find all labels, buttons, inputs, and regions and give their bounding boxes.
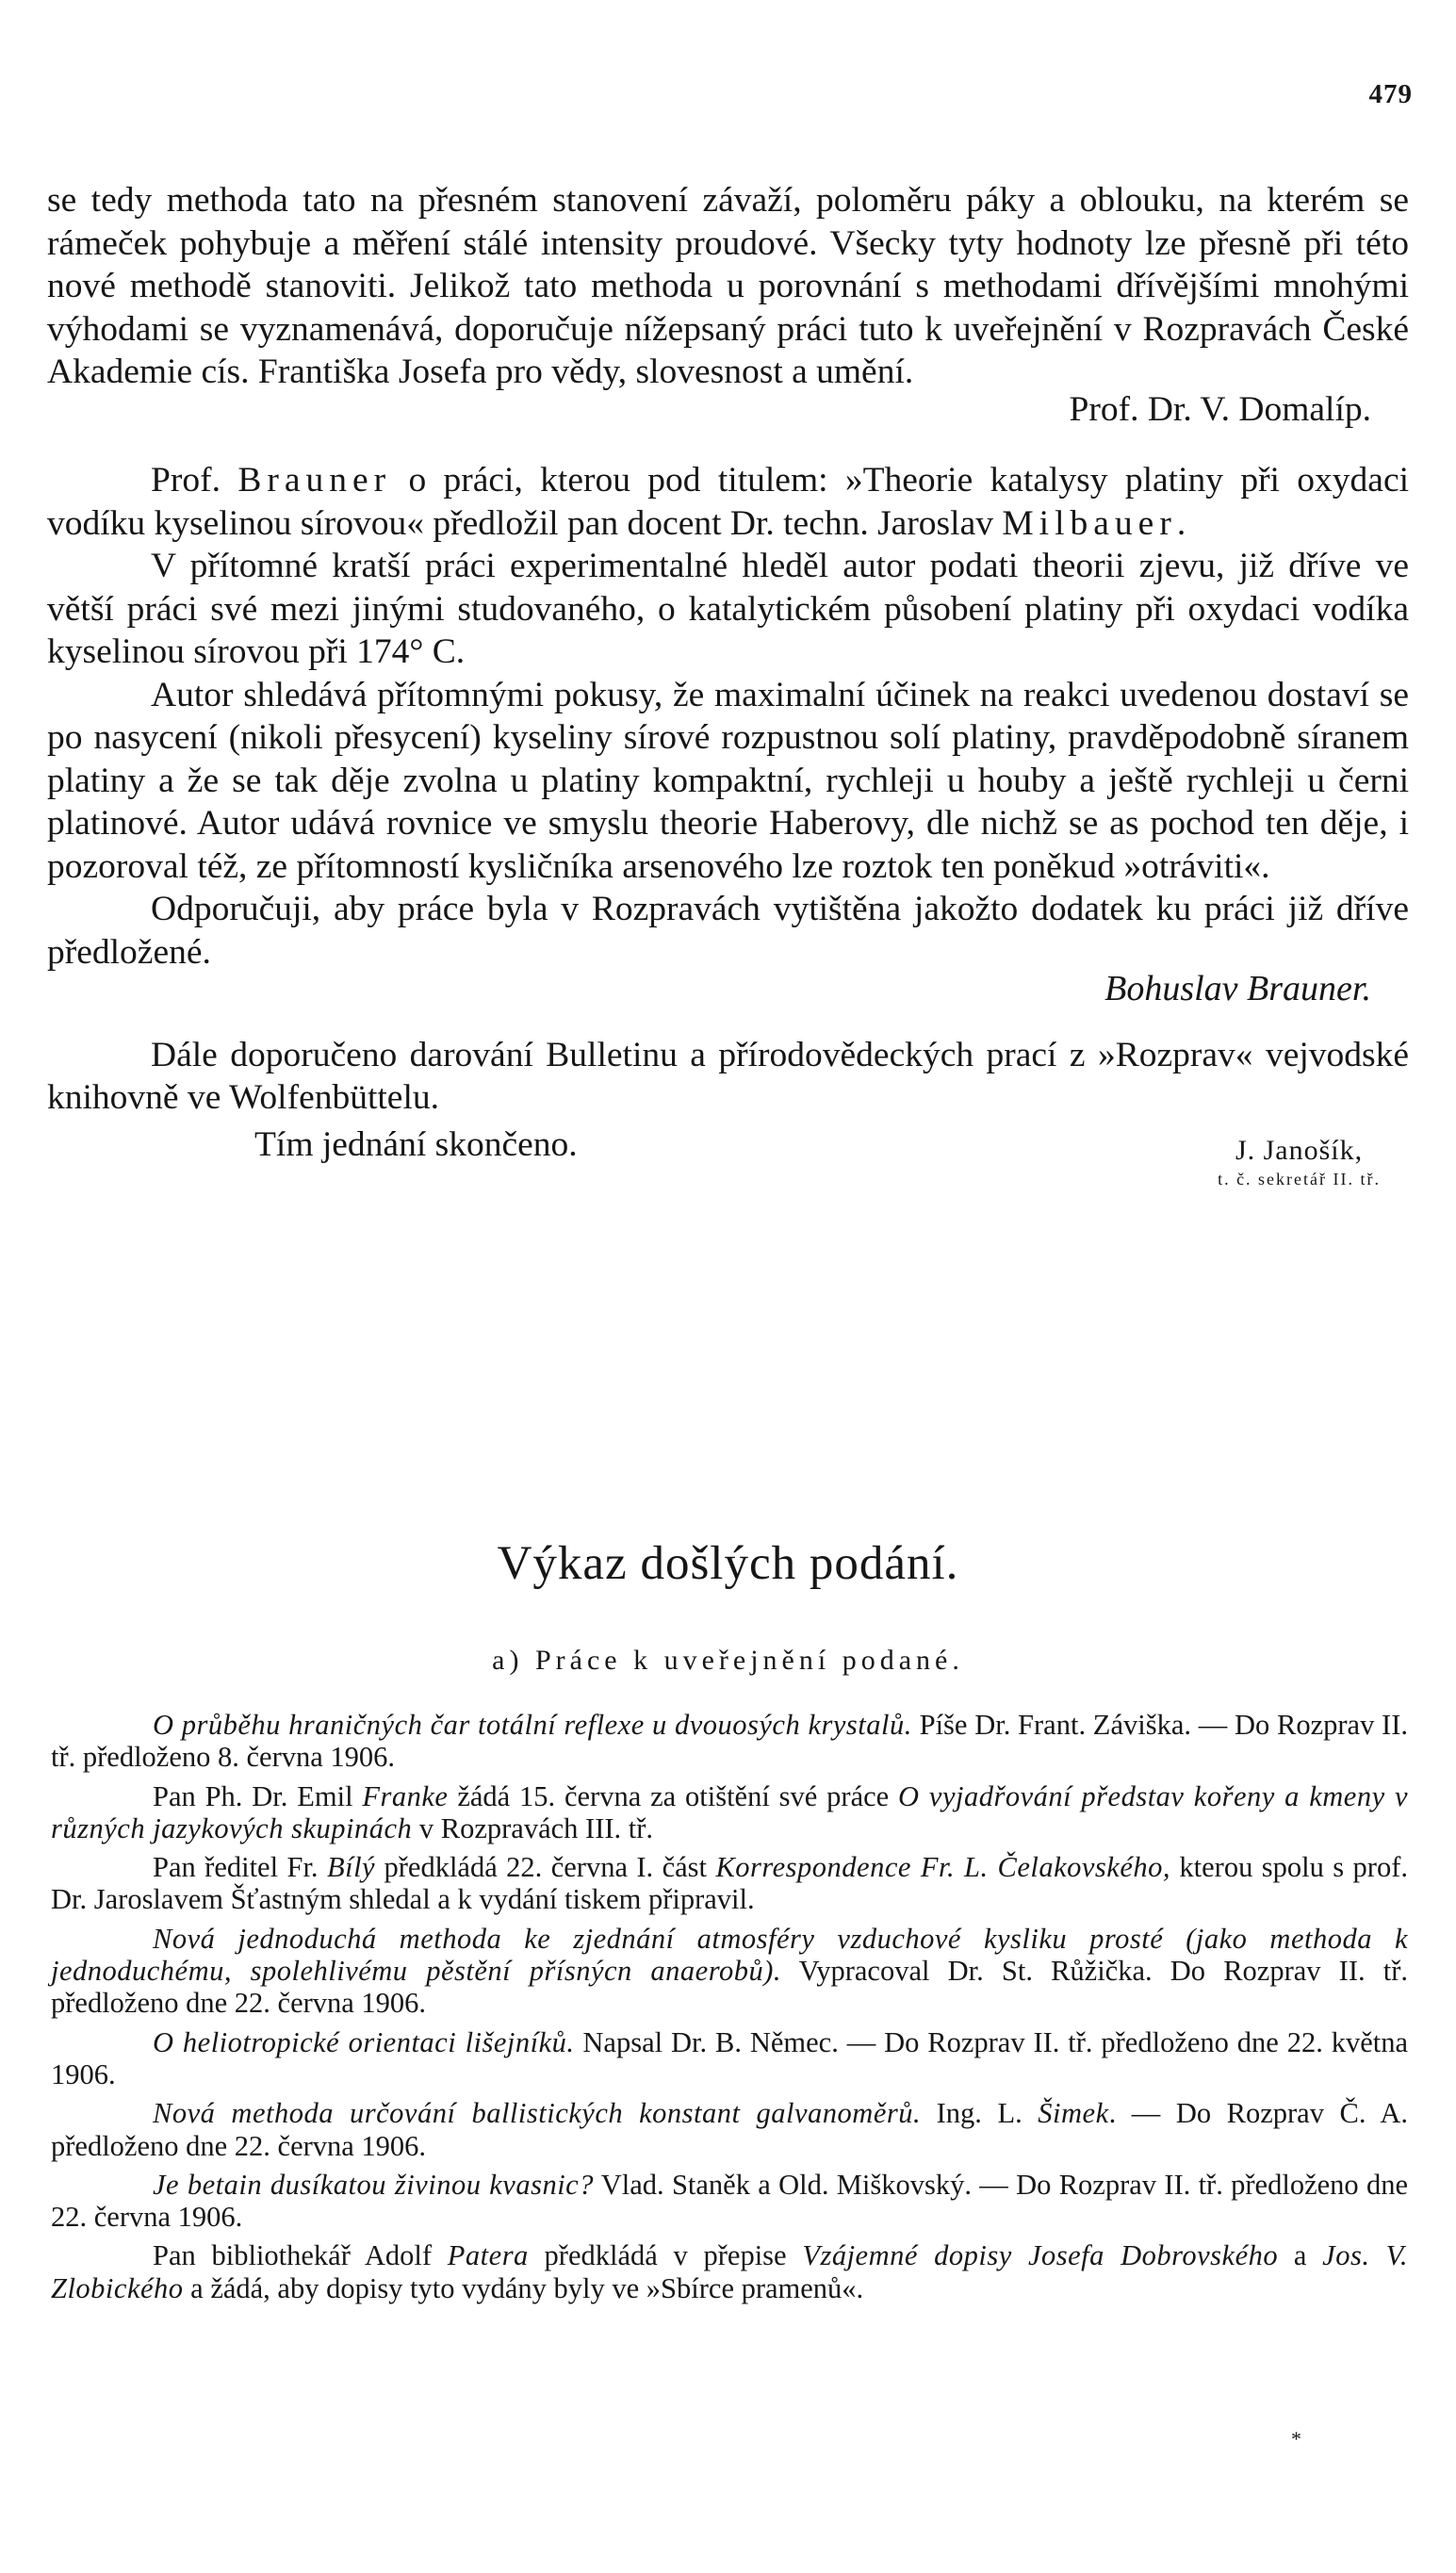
entry-text: a žádá, aby dopisy tyto vydány byly ve »Sbírce pramenů«.	[183, 2271, 864, 2304]
intro-paragraph: se tedy methoda tato na přesném stanovení závaží, poloměru páky a oblouku, na kterém se rámeček pohybuje a měření stálé intensity proudové. Všecky tyty hodnoty lze přesně při této nové methodě stanoviti. Jelikož tato methoda u porovnání s methodami dřívějšími mnohými výhodami se vyznamenává, doporučuje nížepsaný práci tuto k uveřejnění v Rozpravách České Akademie cís. Františka Josefa pro vědy, slovesnost a umění.	[47, 181, 1409, 391]
list-item	[51, 1851, 1408, 1916]
entry-mid: předkládá 22. června I. část	[375, 1851, 716, 1884]
list-item	[51, 1923, 1408, 2020]
entry-text: Píše Dr. Frant. Záviška. — Do Rozprav II. tř. předloženo 8. června 1906.	[51, 1709, 1408, 1774]
signature-brauner-text: Bohuslav Brauner.	[1104, 969, 1371, 1008]
page-number: 479	[1368, 79, 1413, 109]
secretary-title: t. č. sekretář II. tř.	[1218, 1169, 1381, 1188]
spacer	[47, 1011, 1409, 1034]
entry-title: O průběhu hraničných čar totální reflexe u dvouosých krystalů.	[153, 1709, 912, 1741]
brauner-paragraph-2: V přítomné kratší práci experimentalné hleděl autor podati theorii zjevu, již dříve ve větší práci své mezi jinými studovaného, o katalytickém působení platiny při oxydaci vodíka kyselinou sírovou při 174° C.	[47, 547, 1409, 671]
main-text	[47, 179, 1409, 1189]
entry-text: kterou spolu s prof. Dr. Jaroslavem Šťastným shledal a k vydání tiskem připravil.	[51, 1851, 1408, 1916]
entry-title: Nová methoda určování ballistických konstant galvanoměrů.	[153, 2097, 922, 2130]
brauner-mid: o práci, kterou pod titulem: »Theorie katalysy platiny při oxydaci vodíku kyselinou sírovou« předložil pan docent Dr. techn. Jaroslav	[47, 461, 1410, 543]
entry-title-2: Jos. V. Zlobického	[51, 2239, 1408, 2304]
list-item	[51, 1709, 1408, 1774]
entry-title: O heliotropické orientaci lišejníků.	[153, 2025, 575, 2058]
entry-text: Vypracoval Dr. St. Růžička. Do Rozprav II. tř. předloženo dne 22. června 1906.	[51, 1955, 1409, 2020]
signature-domalip-text: Prof. Dr. V. Domalíp.	[1069, 389, 1371, 429]
brauner-end: .	[1176, 503, 1186, 543]
brauner-name: Brauner	[237, 461, 392, 500]
entry-title: Nová jednoduchá methoda ke zjednání atmosféry vzduchové kysliku prosté (jako methoda k jednoduchému, spolehlivému pěstění přísnýcn anaerobů).	[51, 1922, 1408, 1988]
signature-brauner	[47, 968, 1409, 1011]
entry-mid: předkládá v přepise	[528, 2239, 803, 2272]
entry-text-2: . — Do Rozprav Č. A. předloženo dne 22. června 1906.	[51, 2097, 1408, 2162]
entry-pre: Pan bibliothekář Adolf	[153, 2239, 448, 2272]
closing-paragraph: Dále doporučeno darování Bulletinu a přírodovědeckých prací z »Rozprav« vejvodské knihovně ve Wolfenbüttelu.	[47, 1035, 1409, 1117]
section-heading: Výkaz došlých podání.	[497, 1537, 959, 1590]
list-item	[51, 2026, 1408, 2091]
entry-title: Korrespondence Fr. L. Čelakovského,	[715, 1851, 1170, 1884]
entry-name: Bílý	[326, 1851, 376, 1884]
footer-mark: *	[1291, 2427, 1301, 2450]
spacer	[47, 431, 1409, 459]
brauner-paragraph-1	[47, 459, 1409, 545]
entry-text: Ing. L.	[921, 2097, 1039, 2130]
list-item	[51, 1780, 1408, 1845]
entry-title: O vyjadřování představ kořeny a kmeny v různých jazykových skupinách	[51, 1779, 1408, 1844]
brauner-paragraph-3: Autor shledává přítomnými pokusy, že maximalní účinek na reakci uvedenou dostaví se po nasycení (nikoli přesycení) kyseliny sírové rozpustnou solí platiny, pravděpodobně síranem platiny a že se tak děje zvolna u platiny kompaktní, rychleji u houby a ještě rychleji u černi platinové. Autor udává rovnice ve smyslu theorie Haberovy, dle nichž se as pochod ten děje, i pozoroval též, ze přítomností kysličníka arsenového lze roztok ten poněkud »otráviti«.	[47, 675, 1409, 886]
milbauer-name: Milbauer	[1002, 503, 1177, 543]
list-item	[51, 2239, 1408, 2304]
entry-name: Patera	[447, 2239, 529, 2272]
entry-name: Franke	[362, 1779, 449, 1812]
closing-row	[47, 1123, 1409, 1189]
brauner-lead: Prof.	[151, 461, 221, 500]
entry-text: Vlad. Staněk a Old. Miškovský. — Do Rozprav II. tř. předloženo dne 22. června 1906.	[51, 2168, 1408, 2234]
submissions-list	[51, 1709, 1408, 2311]
entry-and: a	[1278, 2239, 1323, 2272]
signature-domalip	[47, 388, 1409, 432]
entry-title: Je betain dusíkatou živinou kvasnic?	[153, 2168, 594, 2201]
brauner-paragraph-4: Odporučuji, aby práce byla v Rozpravách vytištěna jakožto dodatek ku práci již dříve předložené.	[47, 890, 1409, 972]
entry-text: v Rozpravách III. tř.	[412, 1811, 654, 1844]
entry-name: Šimek	[1038, 2097, 1109, 2130]
list-item	[51, 2169, 1408, 2234]
subsection-heading: a) Práce k uveřejnění podané.	[492, 1645, 964, 1676]
list-item	[51, 2097, 1408, 2162]
entry-text: Napsal Dr. B. Němec. — Do Rozprav II. tř. předloženo dne 22. května 1906.	[51, 2025, 1408, 2090]
closing-line: Tím jednání skončeno.	[254, 1124, 578, 1164]
secretary-name: J. Janošík,	[1235, 1134, 1364, 1166]
entry-pre: Pan Ph. Dr. Emil	[153, 1779, 363, 1812]
secretary-block	[1218, 1133, 1409, 1189]
entry-title: Vzájemné dopisy Josefa Dobrovského	[802, 2239, 1279, 2272]
entry-mid: žádá 15. června za otištění své práce	[448, 1779, 899, 1812]
entry-pre: Pan ředitel Fr.	[153, 1851, 327, 1884]
